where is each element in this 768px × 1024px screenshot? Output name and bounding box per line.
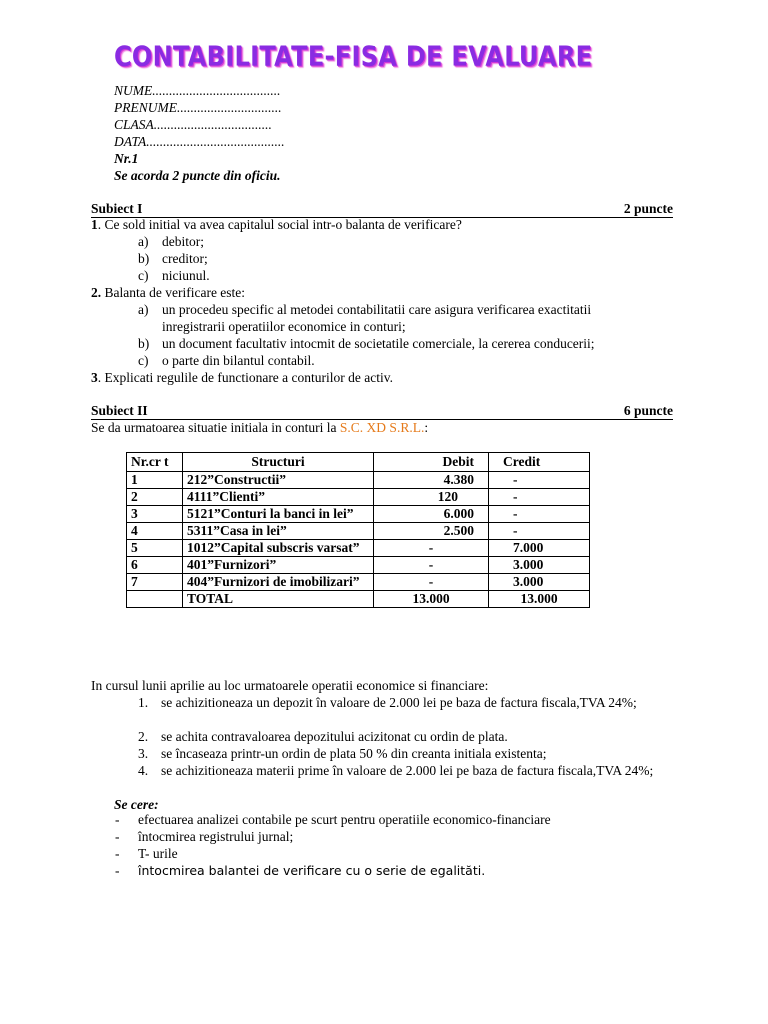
question-3 — [91, 369, 393, 386]
table-row: 1 212”Constructii” 4.380 - — [127, 472, 590, 489]
operation-item: 1. se achizitioneaza un depozit în valoare de 2.000 lei pe baza de factura fiscala,TVA 24%; — [138, 695, 637, 710]
option: a) debitor; — [138, 234, 204, 249]
question-number: 3 — [91, 370, 98, 385]
col-structuri: Structuri — [183, 453, 374, 472]
table-row: 6 401”Furnizori” - 3.000 — [127, 557, 590, 574]
section-points: 2 puncte — [623, 201, 673, 216]
section-title: Subiect I — [91, 201, 143, 216]
oficiu-note: Se acorda 2 puncte din oficiu. — [114, 168, 281, 183]
option: c) niciunul. — [138, 268, 210, 283]
table-row: 2 4111”Clienti” 120 - — [127, 489, 590, 506]
table-header-row — [127, 453, 590, 472]
option: a) un procedeu specific al metodei contabilitatii care asigura verificarea exactitatii — [138, 302, 592, 317]
option-continuation: inregistrarii operatiilor economice in conturi; — [162, 319, 406, 334]
col-debit: Debit — [374, 453, 489, 472]
question-text: . Explicati regulile de functionare a conturilor de activ. — [97, 370, 394, 385]
option: b) un document facultativ intocmit de societatile comerciale, la cererea conducerii; — [138, 336, 595, 351]
question-number: 2. — [91, 285, 102, 300]
section-header-subiect-2 — [91, 403, 673, 420]
question-number: 1 — [91, 217, 98, 232]
question-text: . Ce sold initial va avea capitalul social intr-o balanta de verificare? — [97, 217, 462, 232]
sheet-number: Nr.1 — [114, 151, 139, 166]
table-row: 3 5121”Conturi la banci in lei” 6.000 - — [127, 506, 590, 523]
question-2 — [91, 284, 245, 301]
table-row: 7 404”Furnizori de imobilizari” - 3.000 — [127, 574, 590, 591]
task-item: - T- urile — [115, 846, 178, 861]
operation-item: 2. se achita contravaloarea depozitului acizitonat cu ordin de plata. — [138, 729, 508, 744]
task-item: - întocmirea registrului jurnal; — [115, 829, 294, 844]
task-item: - efectuarea analizei contabile pe scurt pentru operatiile economico-financiare — [115, 812, 551, 827]
clasa-field: CLASA................................... — [114, 117, 272, 132]
col-credit: Credit — [489, 453, 590, 472]
task-item: - întocmirea balantei de verificare cu o serie de egalităti. — [115, 863, 486, 878]
option: b) creditor; — [138, 251, 208, 266]
student-header — [114, 82, 285, 184]
subiect-2-intro: Se da urmatoarea situatie initiala in conturi la S.C. XD S.R.L.: — [91, 420, 429, 435]
operations-intro: In cursul lunii aprilie au loc urmatoarele operatii economice si financiare: — [91, 678, 489, 693]
nume-field: NUME...................................... — [114, 83, 281, 98]
question-1 — [91, 216, 462, 233]
prenume-field: PRENUME............................... — [114, 100, 282, 115]
option: c) o parte din bilantul contabil. — [138, 353, 315, 368]
col-nr: Nr.cr t — [127, 453, 183, 472]
page-title: CONTABILITATE-FISA DE EVALUARE — [114, 40, 593, 73]
table-row: 5 1012”Capital subscris varsat” - 7.000 — [127, 540, 590, 557]
data-field: DATA......................................... — [114, 134, 285, 149]
company-name: S.C. XD S.R.L. — [339, 420, 425, 435]
operation-item: 3. se încaseaza printr-un ordin de plata 50 % din creanta initiala existenta; — [138, 746, 547, 761]
table-row: 4 5311”Casa in lei” 2.500 - — [127, 523, 590, 540]
accounts-table — [126, 452, 590, 608]
section-points: 6 puncte — [623, 403, 673, 418]
question-text: Balanta de verificare este: — [101, 285, 246, 300]
se-cere-label: Se cere: — [114, 797, 159, 812]
operation-item: 4. se achizitioneaza materii prime în valoare de 2.000 lei pe baza de factura fiscala,TVA 24%; — [138, 763, 654, 778]
table-total-row: TOTAL 13.000 13.000 — [127, 591, 590, 608]
section-title: Subiect II — [91, 403, 148, 418]
